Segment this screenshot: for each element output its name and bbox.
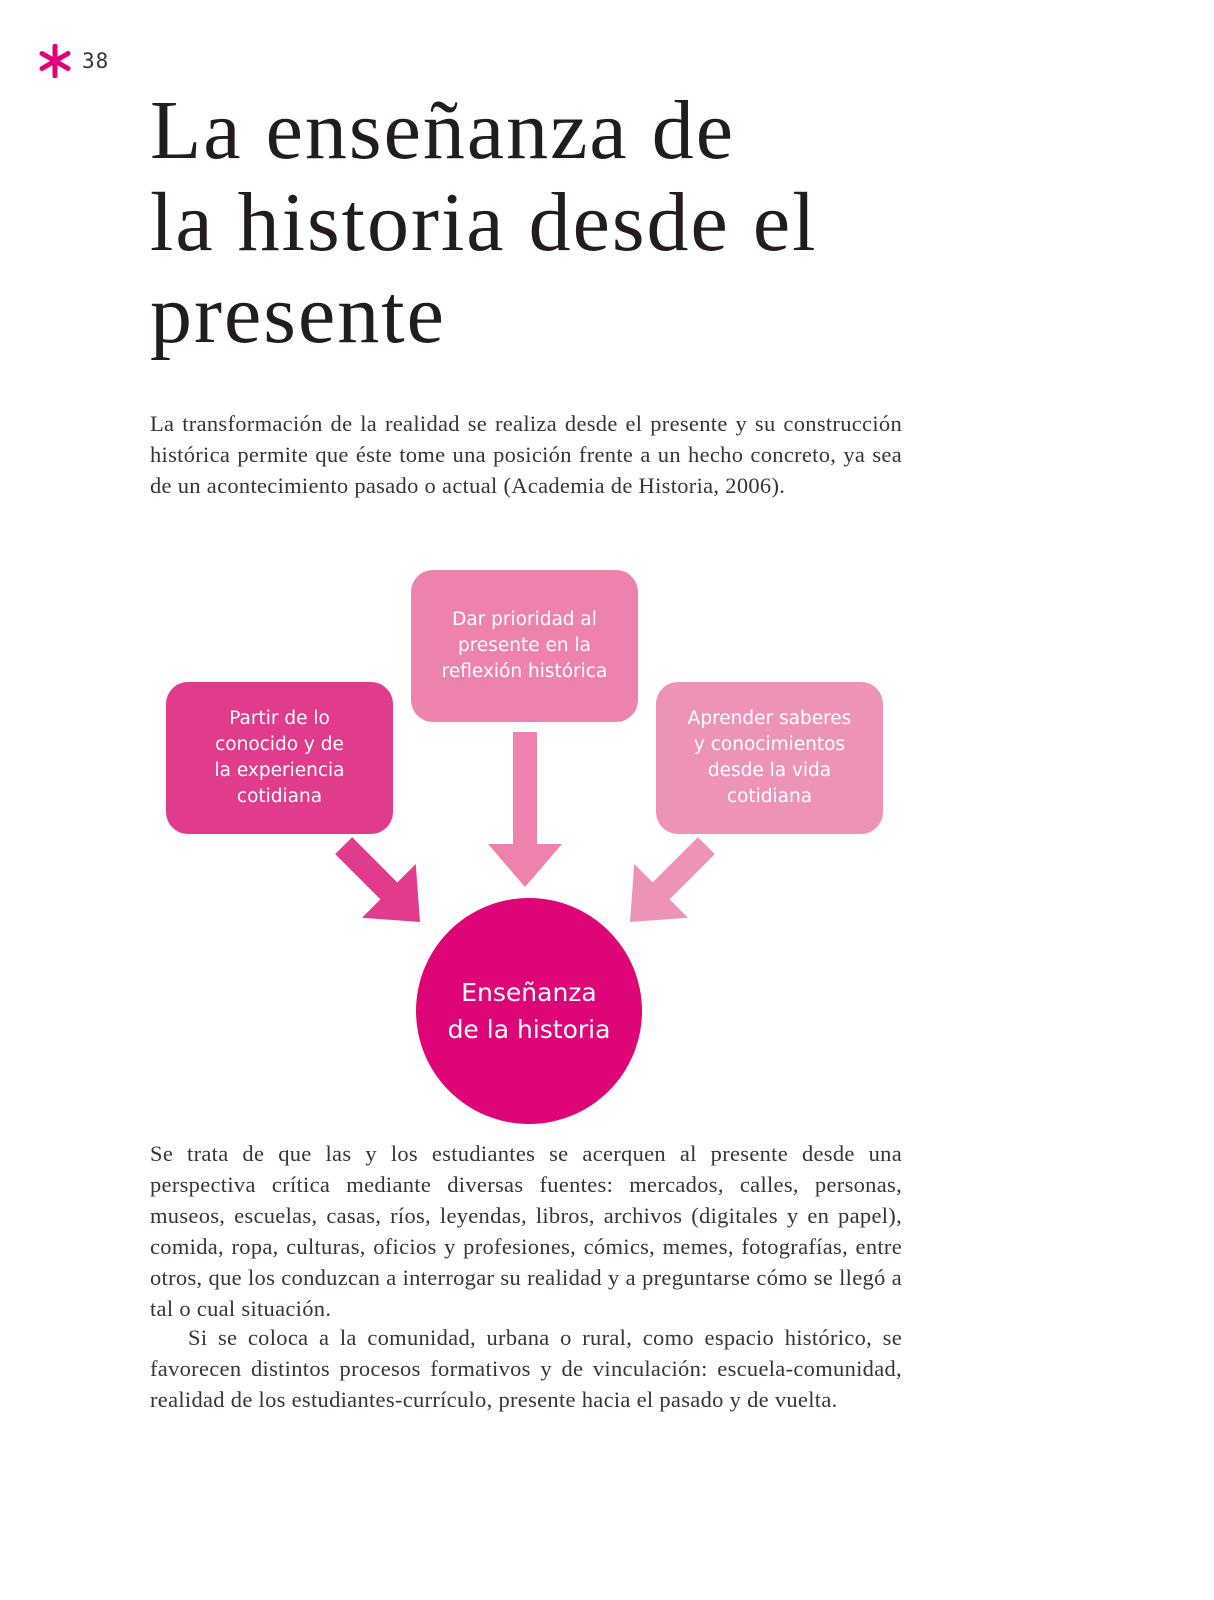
- title-line: la historia desde el: [150, 176, 818, 269]
- title-line: presente: [150, 268, 446, 361]
- diagram-box-right: [656, 682, 883, 834]
- diagram-box-left: [166, 682, 393, 834]
- box-text-line: reflexión histórica: [441, 661, 608, 682]
- center-text-line: Enseñanza: [461, 978, 597, 1007]
- page-title: [150, 85, 970, 361]
- page-header: [38, 44, 109, 78]
- box-text-line: la experiencia: [214, 760, 345, 781]
- intro-paragraph: La transformación de la realidad se realiza desde el presente y su construcción histórica permite que éste tome una posición frente a un hecho concreto, ya sea de un acontecimiento pasado o actual (Academia de Historia, 2006).: [150, 411, 902, 498]
- page-number: 38: [82, 49, 110, 73]
- box-text-line: y conocimientos: [693, 734, 846, 755]
- box-text-line: desde la vida: [707, 760, 832, 781]
- body-paragraph: Se trata de que las y los estudiantes se acerquen al presente desde una perspectiva crítica mediante diversas fuentes: mercados, calles, personas, museos, escuelas, casas, ríos, leyendas, libros, archivos (digitales y en papel), comida, ropa, culturas, oficios y profesiones, cómics, memes, fotografías, entre otros, que los conduzcan a interrogar su realidad y a preguntarse cómo se llegó a tal o cual situación.: [150, 1141, 902, 1321]
- box-text-line: Aprender saberes: [687, 708, 852, 729]
- arrow-diagonal-left-icon: [603, 819, 733, 949]
- box-text-line: Dar prioridad al: [452, 609, 597, 630]
- box-text-line: presente en la: [457, 635, 592, 656]
- arrow-diagonal-right-icon: [317, 819, 447, 949]
- box-text-line: cotidiana: [236, 786, 323, 807]
- arrow-down-icon: [488, 732, 562, 887]
- box-text-line: Partir de lo: [229, 708, 330, 729]
- box-text-line: conocido y de: [215, 734, 344, 755]
- diagram-box-top: [411, 570, 638, 722]
- title-line: La enseñanza de: [150, 84, 735, 177]
- box-text-line: cotidiana: [726, 786, 813, 807]
- body-paragraph: Si se coloca a la comunidad, urbana o rural, como espacio histórico, se favorecen distintos procesos formativos y de vinculación: escuela-comunidad, realidad de los estudiantes-currículo, presente hacia el pasado y de vuelta.: [150, 1325, 902, 1412]
- asterisk-icon: [38, 44, 72, 78]
- diagram-center-circle: [416, 898, 642, 1124]
- center-text-line: de la historia: [447, 1015, 611, 1044]
